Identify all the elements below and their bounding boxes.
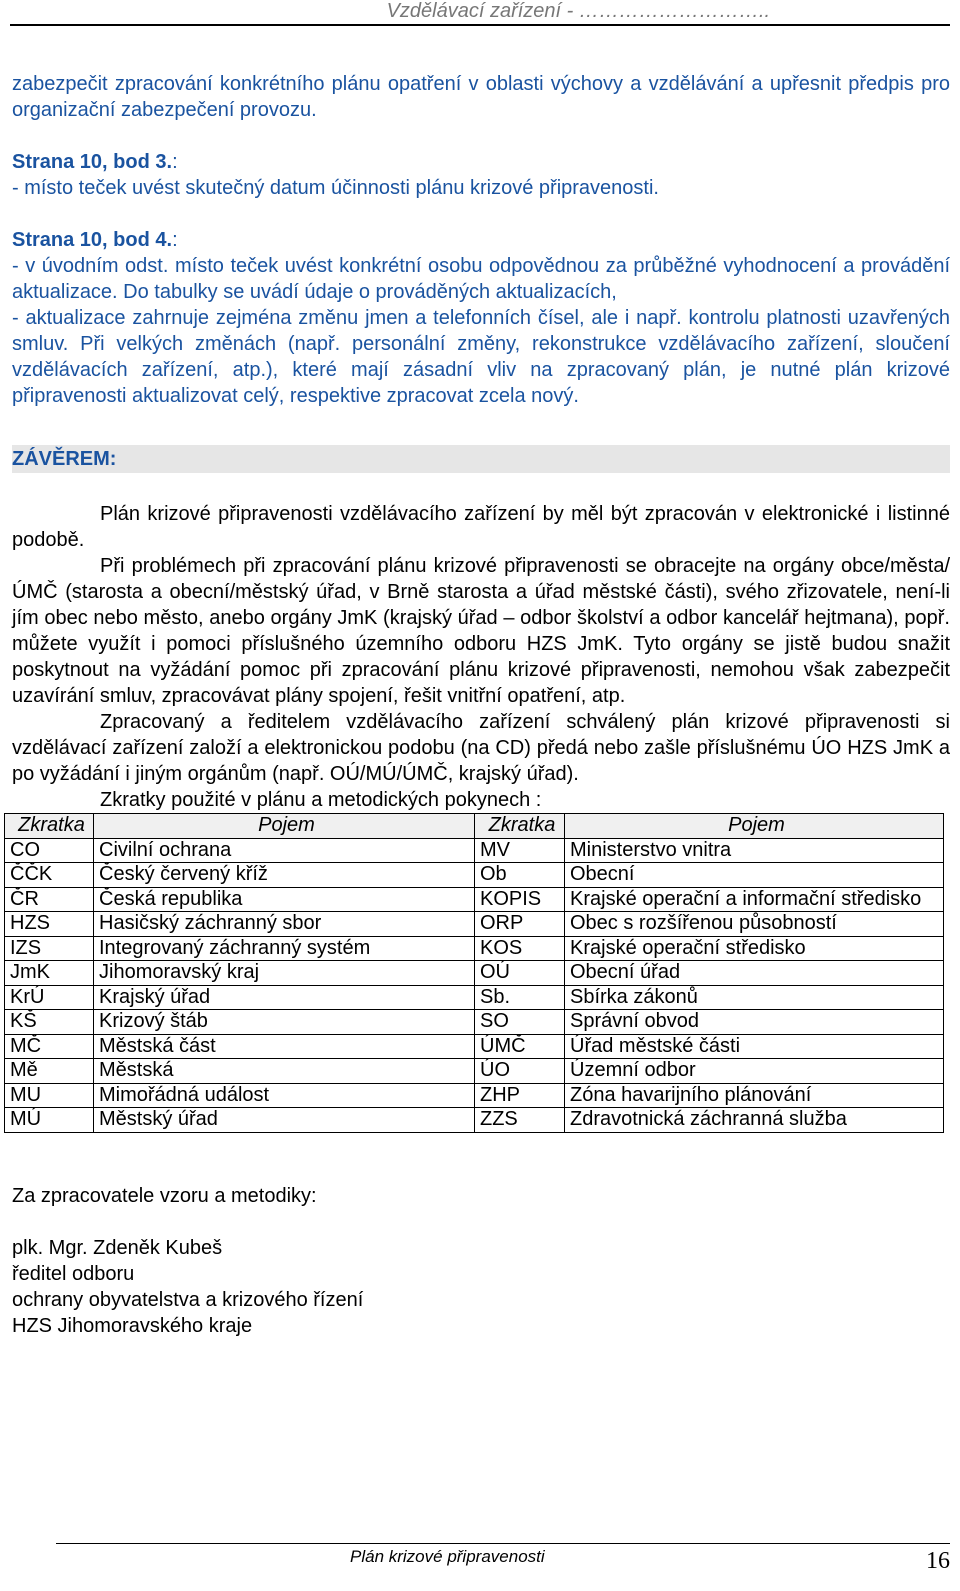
- abbreviation-cell: MÚ: [5, 1108, 94, 1133]
- abbreviation-cell: KOS: [475, 936, 565, 961]
- table-row: [5, 1059, 944, 1084]
- table-row: [5, 961, 944, 986]
- term-cell: Civilní ochrana: [94, 838, 475, 863]
- abbreviation-cell: ÚMČ: [475, 1034, 565, 1059]
- term-cell: Krajské operační středisko: [565, 936, 944, 961]
- abbreviation-cell: ORP: [475, 912, 565, 937]
- abbreviation-cell: MU: [5, 1083, 94, 1108]
- term-cell: Obecní: [565, 863, 944, 888]
- term-cell: Územní odbor: [565, 1059, 944, 1084]
- table-row: [5, 936, 944, 961]
- table-row: [5, 887, 944, 912]
- abbreviation-cell: ČČK: [5, 863, 94, 888]
- signature-block: [12, 1183, 950, 1339]
- term-cell: Český červený kříž: [94, 863, 475, 888]
- table-row: [5, 1010, 944, 1035]
- abbreviation-cell: Mě: [5, 1059, 94, 1084]
- section-4-text: - v úvodním odst. místo teček uvést konkrétní osobu odpovědnou za průběžné vyhodnocení a provádění aktualizace. Do tabulky se uvádí údaje o prováděných aktualizacích,: [12, 255, 950, 303]
- abbreviation-cell: Ob: [475, 863, 565, 888]
- term-cell: Česká republika: [94, 887, 475, 912]
- table-row: [5, 863, 944, 888]
- abbreviation-cell: HZS: [5, 912, 94, 937]
- abbreviation-cell: IZS: [5, 936, 94, 961]
- term-cell: Městská: [94, 1059, 475, 1084]
- table-row: [5, 1083, 944, 1108]
- term-cell: Městský úřad: [94, 1108, 475, 1133]
- abbreviation-cell: KrÚ: [5, 985, 94, 1010]
- page-header: [10, 0, 950, 26]
- abbreviation-cell: SO: [475, 1010, 565, 1035]
- term-cell: Krajský úřad: [94, 985, 475, 1010]
- abbreviations-table: [4, 813, 944, 1133]
- term-cell: Sbírka zákonů: [565, 985, 944, 1010]
- signature-role: ředitel odboru: [12, 1262, 135, 1285]
- term-cell: Úřad městské části: [565, 1034, 944, 1059]
- term-cell: Krajské operační a informační středisko: [565, 887, 944, 912]
- header-cell: Pojem: [565, 814, 944, 839]
- table-row: [5, 838, 944, 863]
- abbreviation-cell: MV: [475, 838, 565, 863]
- header-title: Vzdělávací zařízení - ………………………..: [386, 0, 770, 22]
- footer-title: Plán krizové připravenosti: [350, 1547, 545, 1566]
- section-4-label: Strana 10, bod 4.:: [12, 229, 178, 251]
- page-footer: [56, 1543, 950, 1590]
- conclusion-paragraph-2: Při problémech při zpracování plánu krizové připravenosti se obracejte na orgány obce/města/ÚMČ (starosta a obecní/městský úřad, v Brně starosta a úřad městské části), svého zřizovatele, není-li jím obec nebo město, anebo orgány JmK (krajský úřad – odbor školství a odbor kancelář hejtmana), popř. můžete využít i pomoci příslušného územního odboru HZS JmK. Tyto orgány se jistě budou snažit poskytnout na vyžádání pomoc při zpracování plánu krizové připravenosti, nemohou však zabezpečit uzavírání smluv, zpracovávat plány spojení, řešit vnitřní opatření, atp.: [12, 555, 950, 707]
- signature-name: plk. Mgr. Zdeněk Kubeš: [12, 1236, 223, 1259]
- abbreviation-cell: ZHP: [475, 1083, 565, 1108]
- section-3-label: Strana 10, bod 3.:: [12, 151, 178, 173]
- section-4-title: Strana 10, bod 4.: [12, 229, 173, 251]
- conclusion-heading: ZÁVĚREM:: [12, 445, 950, 473]
- term-cell: Krizový štáb: [94, 1010, 475, 1035]
- header-cell: Zkratka: [5, 814, 94, 839]
- conclusion-paragraph-3: Zpracovaný a ředitelem vzdělávacího zařízení schválený plán krizové připravenosti si vzdělávací zařízení založí a elektronickou podobu (na CD) předá nebo zašle příslušnému ÚO HZS JmK a po vyžádání i jiným orgánům (např. OÚ/MÚ/ÚMČ, krajský úřad).: [12, 711, 950, 785]
- term-cell: Mimořádná událost: [94, 1083, 475, 1108]
- table-row: [5, 912, 944, 937]
- abbreviation-cell: MČ: [5, 1034, 94, 1059]
- table-row: [5, 985, 944, 1010]
- abbreviation-cell: ZZS: [475, 1108, 565, 1133]
- term-cell: Zóna havarijního plánování: [565, 1083, 944, 1108]
- abbreviation-cell: ČR: [5, 887, 94, 912]
- table-row: [5, 1034, 944, 1059]
- term-cell: Obecní úřad: [565, 961, 944, 986]
- abbreviation-cell: JmK: [5, 961, 94, 986]
- term-cell: Zdravotnická záchranná služba: [565, 1108, 944, 1133]
- term-cell: Městská část: [94, 1034, 475, 1059]
- abbreviation-cell: KOPIS: [475, 887, 565, 912]
- section-3-title: Strana 10, bod 3.: [12, 151, 173, 173]
- intro-paragraph: zabezpečit zpracování konkrétního plánu opatření v oblasti výchovy a vzdělávání a upřesnit předpis pro organizační zabezpečení provozu.: [12, 73, 950, 121]
- term-cell: Ministerstvo vnitra: [565, 838, 944, 863]
- signature-department: ochrany obyvatelstva a krizového řízení: [12, 1288, 364, 1311]
- term-cell: Hasičský záchranný sbor: [94, 912, 475, 937]
- abbreviation-cell: OÚ: [475, 961, 565, 986]
- term-cell: Jihomoravský kraj: [94, 961, 475, 986]
- signature-organization: HZS Jihomoravského kraje: [12, 1314, 253, 1337]
- abbreviation-cell: ÚO: [475, 1059, 565, 1084]
- page-number: 16: [926, 1548, 950, 1574]
- term-cell: Integrovaný záchranný systém: [94, 936, 475, 961]
- term-cell: Správní obvod: [565, 1010, 944, 1035]
- section-4-text-2: - aktualizace zahrnuje zejména změnu jmen a telefonních čísel, ale i např. kontrolu platnosti uzavřených smluv. Při velkých změnách (např. personální změny, rekonstrukce vzdělávacího zařízení, sloučení vzdělávacích zařízení, atp.), které mají zásadní vliv na zpracovaný plán, je nutné plán krizové připravenosti aktualizovat celý, respektive zpracovat zcela nový.: [12, 307, 950, 407]
- abbreviation-cell: Sb.: [475, 985, 565, 1010]
- header-cell: Pojem: [94, 814, 475, 839]
- abbreviation-cell: CO: [5, 838, 94, 863]
- conclusion-paragraph-1: Plán krizové připravenosti vzdělávacího zařízení by měl být zpracován v elektronické i listinné podobě.: [12, 503, 950, 551]
- abbreviations-caption: Zkratky použité v plánu a metodických pokynech :: [100, 789, 542, 811]
- header-cell: Zkratka: [475, 814, 565, 839]
- abbreviation-cell: KŠ: [5, 1010, 94, 1035]
- table-header-row: [5, 814, 944, 839]
- table-row: [5, 1108, 944, 1133]
- document-body: [12, 71, 950, 1339]
- section-3-text: - místo teček uvést skutečný datum účinnosti plánu krizové připravenosti.: [12, 177, 659, 199]
- signature-intro: Za zpracovatele vzoru a metodiky:: [12, 1184, 317, 1207]
- term-cell: Obec s rozšířenou působností: [565, 912, 944, 937]
